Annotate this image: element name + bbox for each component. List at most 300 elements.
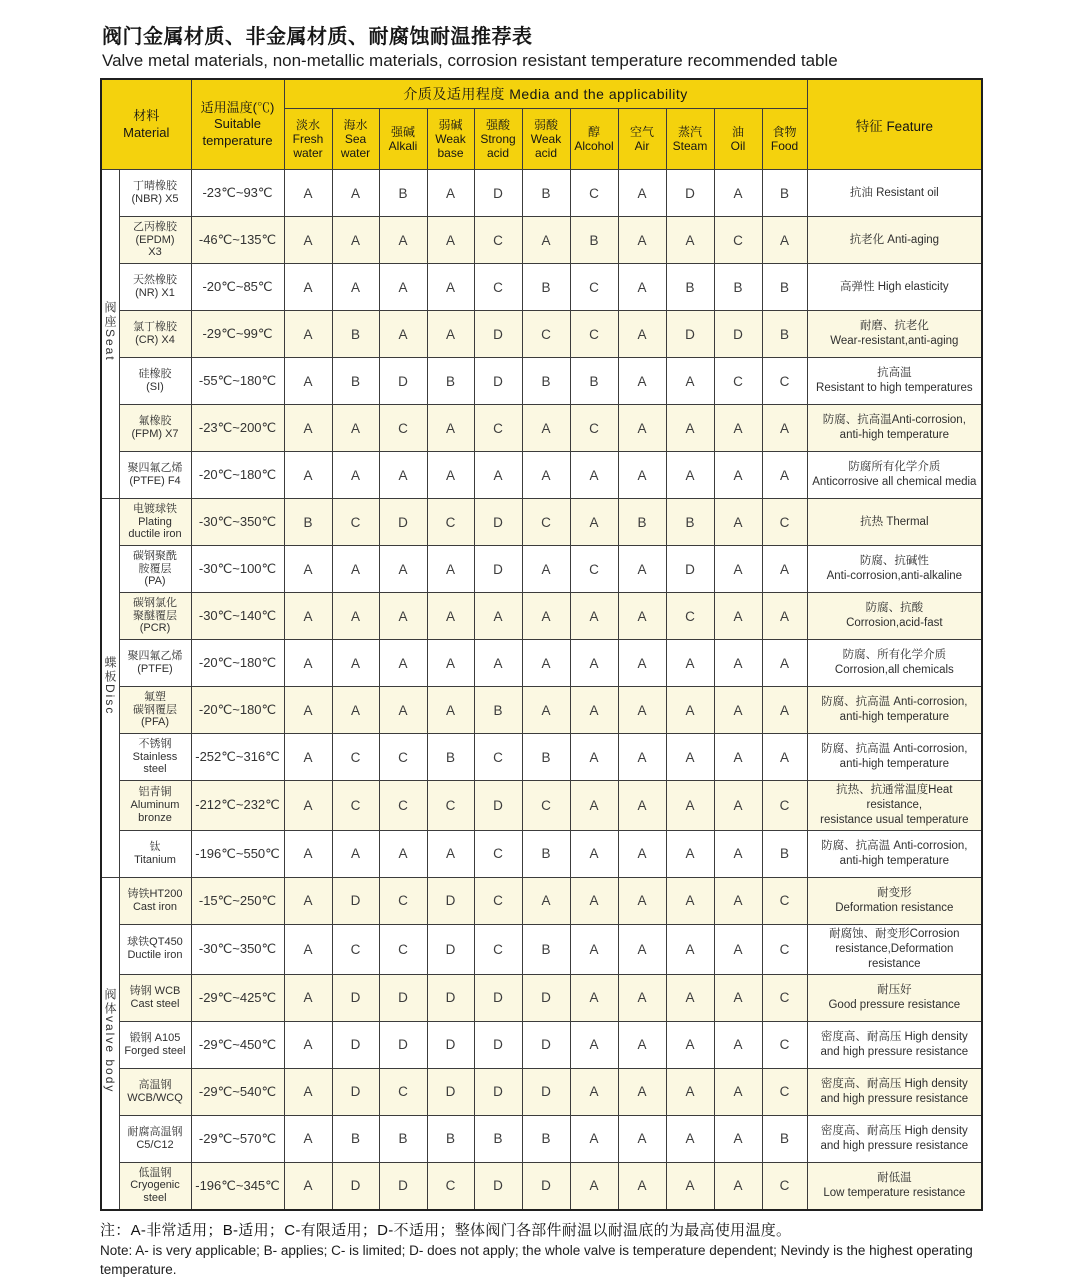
temperature-cell: -29℃~570℃ [191,1115,284,1162]
grade-cell: A [284,264,332,311]
feature-cell: 防腐、抗高温 Anti-corrosion, anti-high temperature [807,830,982,877]
grade-cell: A [570,734,618,781]
grade-cell: A [666,830,714,877]
temperature-cell: -20℃~180℃ [191,452,284,499]
grade-cell: D [474,1021,522,1068]
grade-cell: C [762,358,807,405]
grade-cell: A [522,593,570,640]
grade-cell: D [474,781,522,831]
header-material: 材料 Material [101,79,191,170]
grade-cell: C [427,1162,474,1210]
grade-cell: C [379,734,427,781]
grade-cell: A [427,687,474,734]
grade-cell: B [762,264,807,311]
table-row [101,877,982,924]
grade-cell: A [762,593,807,640]
grade-cell: A [284,924,332,974]
temperature-cell: -55℃~180℃ [191,358,284,405]
grade-cell: A [427,170,474,217]
grade-cell: A [762,640,807,687]
grade-cell: A [666,1068,714,1115]
grade-cell: D [474,1068,522,1115]
grade-cell: A [762,546,807,593]
grade-cell: A [618,593,666,640]
grade-cell: A [379,264,427,311]
temperature-cell: -212℃~232℃ [191,781,284,831]
legend-note-zh: 注：A-非常适用；B-适用；C-有限适用；D-不适用；整体阀门各部件耐温以耐温底的为最高使用温度。 [100,1221,792,1239]
grade-cell: A [666,974,714,1021]
grade-cell: B [522,734,570,781]
material-cell: 天然橡胶 (NR) X1 [119,264,191,311]
material-cell: 氟橡胶 (FPM) X7 [119,405,191,452]
feature-cell: 耐磨、抗老化 Wear-resistant,anti-aging [807,311,982,358]
grade-cell: A [618,1068,666,1115]
grade-cell: B [666,499,714,546]
table-row [101,640,982,687]
grade-cell: A [570,1162,618,1210]
grade-cell: A [762,405,807,452]
feature-cell: 抗热 Thermal [807,499,982,546]
media-col-sea-water: 海水 Sea water [332,109,379,170]
grade-cell: A [570,877,618,924]
grade-cell: A [284,217,332,264]
grade-cell: A [332,217,379,264]
grade-cell: A [714,405,762,452]
table-row [101,1068,982,1115]
grade-cell: D [666,311,714,358]
grade-cell: A [284,405,332,452]
grade-cell: A [666,781,714,831]
table-row [101,1162,982,1210]
grade-cell: D [474,170,522,217]
grade-cell: A [284,546,332,593]
grade-cell: A [618,452,666,499]
group-label-disc [101,499,119,878]
grade-cell: C [714,217,762,264]
grade-cell: A [379,546,427,593]
material-cell: 乙丙橡胶 (EPDM) X3 [119,217,191,264]
grade-cell: C [570,170,618,217]
grade-cell: A [618,217,666,264]
grade-cell: C [762,781,807,831]
header-media-title: 介质及适用程度 Media and the applicability [284,79,807,109]
grade-cell: D [379,1162,427,1210]
grade-cell: A [284,830,332,877]
material-cell: 聚四氟乙烯 (PTFE) F4 [119,452,191,499]
grade-cell: B [427,358,474,405]
grade-cell: B [379,1115,427,1162]
grade-cell: A [427,264,474,311]
grade-cell: D [379,499,427,546]
grade-cell: A [332,546,379,593]
feature-cell: 防腐所有化学介质 Anticorrosive all chemical media [807,452,982,499]
grade-cell: D [522,1068,570,1115]
feature-cell: 抗高温 Resistant to high temperatures [807,358,982,405]
grade-cell: C [474,830,522,877]
grade-cell: A [379,217,427,264]
grade-cell: C [332,499,379,546]
grade-cell: A [714,781,762,831]
grade-cell: A [714,170,762,217]
media-col-strong-acid: 强酸 Strong acid [474,109,522,170]
temperature-cell: -23℃~200℃ [191,405,284,452]
grade-cell: A [714,974,762,1021]
grade-cell: A [522,687,570,734]
grade-cell: C [762,1162,807,1210]
grade-cell: D [427,974,474,1021]
feature-cell: 防腐、所有化学介质 Corrosion,all chemicals [807,640,982,687]
grade-cell: C [379,405,427,452]
material-cell: 丁晴橡胶 (NBR) X5 [119,170,191,217]
grade-cell: A [618,1162,666,1210]
grade-cell: D [332,1021,379,1068]
grade-cell: A [522,405,570,452]
grade-cell: B [666,264,714,311]
grade-cell: D [379,974,427,1021]
material-cell: 氯丁橡胶 (CR) X4 [119,311,191,358]
temperature-cell: -30℃~350℃ [191,499,284,546]
material-cell: 球铁QT450 Ductile iron [119,924,191,974]
grade-cell: A [714,687,762,734]
grade-cell: A [666,640,714,687]
table-row [101,405,982,452]
grade-cell: A [618,640,666,687]
grade-cell: D [379,1021,427,1068]
grade-cell: A [427,830,474,877]
grade-cell: A [618,311,666,358]
table-row [101,358,982,405]
grade-cell: A [570,593,618,640]
grade-cell: B [522,170,570,217]
grade-cell: A [618,358,666,405]
material-cell: 硅橡胶 (SI) [119,358,191,405]
material-cell: 耐腐高温钢 C5/C12 [119,1115,191,1162]
grade-cell: A [570,452,618,499]
grade-cell: C [570,546,618,593]
grade-cell: A [332,452,379,499]
grade-cell: A [284,687,332,734]
grade-cell: A [714,1068,762,1115]
grade-cell: D [474,311,522,358]
table-row [101,781,982,831]
grade-cell: C [762,974,807,1021]
grade-cell: A [570,1115,618,1162]
page-title: 阀门金属材质、非金属材质、耐腐蚀耐温推荐表 [102,26,533,48]
grade-cell: A [522,640,570,687]
table-row [101,546,982,593]
table-row [101,170,982,217]
grade-cell: A [714,593,762,640]
grade-cell: A [618,830,666,877]
temperature-cell: -252℃~316℃ [191,734,284,781]
temperature-cell: -29℃~425℃ [191,974,284,1021]
grade-cell: A [570,830,618,877]
grade-cell: A [714,924,762,974]
grade-cell: A [284,734,332,781]
table-row [101,974,982,1021]
grade-cell: B [762,1115,807,1162]
grade-cell: C [762,1021,807,1068]
grade-cell: C [379,1068,427,1115]
grade-cell: A [332,687,379,734]
grade-cell: C [570,264,618,311]
grade-cell: A [284,311,332,358]
table-row [101,217,982,264]
grade-cell: A [618,1115,666,1162]
grade-cell: A [332,830,379,877]
temperature-cell: -20℃~180℃ [191,687,284,734]
grade-cell: A [714,830,762,877]
grade-cell: A [427,217,474,264]
grade-cell: B [284,499,332,546]
material-cell: 不锈钢 Stainless steel [119,734,191,781]
grade-cell: A [284,593,332,640]
feature-cell: 密度高、耐高压 High density and high pressure resistance [807,1021,982,1068]
media-col-alkali: 强碱 Alkali [379,109,427,170]
media-col-fresh-water: 淡水 Fresh water [284,109,332,170]
group-label-text: 阀体valve body [103,988,117,1094]
grade-cell: B [522,1115,570,1162]
grade-cell: A [332,640,379,687]
material-cell: 电镀球铁 Plating ductile iron [119,499,191,546]
grade-cell: A [427,546,474,593]
grade-cell: A [570,640,618,687]
material-cell: 高温钢 WCB/WCQ [119,1068,191,1115]
material-cell: 碳钢聚酰 胺覆层 (PA) [119,546,191,593]
temperature-cell: -196℃~345℃ [191,1162,284,1210]
grade-cell: C [522,499,570,546]
group-label-text: 阀座Seat [103,301,117,362]
grade-cell: B [714,264,762,311]
table-row [101,499,982,546]
grade-cell: A [332,593,379,640]
group-label-seat [101,170,119,499]
grade-cell: A [284,640,332,687]
grade-cell: B [427,1115,474,1162]
grade-cell: A [332,264,379,311]
grade-cell: B [474,687,522,734]
grade-cell: A [666,1021,714,1068]
grade-cell: A [714,1115,762,1162]
feature-cell: 抗油 Resistant oil [807,170,982,217]
grade-cell: A [666,877,714,924]
grade-cell: A [714,734,762,781]
grade-cell: D [332,877,379,924]
temperature-cell: -23℃~93℃ [191,170,284,217]
grade-cell: A [714,1162,762,1210]
grade-cell: B [618,499,666,546]
grade-cell: B [522,264,570,311]
grade-cell: C [570,311,618,358]
grade-cell: A [284,1021,332,1068]
grade-cell: B [522,830,570,877]
grade-cell: B [570,358,618,405]
media-col-steam: 蒸汽 Steam [666,109,714,170]
grade-cell: A [427,405,474,452]
table-row [101,1115,982,1162]
header-feature: 特征 Feature [807,79,982,170]
table-row [101,593,982,640]
grade-cell: B [474,1115,522,1162]
feature-cell: 防腐、抗高温 Anti-corrosion, anti-high temperature [807,734,982,781]
material-cell: 铝青铜 Aluminum bronze [119,781,191,831]
grade-cell: A [762,687,807,734]
grade-cell: A [618,546,666,593]
media-col-weak-base: 弱碱 Weak base [427,109,474,170]
grade-cell: B [522,924,570,974]
grade-cell: D [332,974,379,1021]
grade-cell: B [427,734,474,781]
grade-cell: A [618,687,666,734]
grade-cell: C [762,499,807,546]
grade-cell: A [284,452,332,499]
feature-cell: 防腐、抗高温Anti-corrosion, anti-high temperature [807,405,982,452]
grade-cell: A [379,640,427,687]
grade-cell: D [474,499,522,546]
grade-cell: A [618,877,666,924]
grade-cell: C [666,593,714,640]
temperature-cell: -20℃~85℃ [191,264,284,311]
grade-cell: A [618,170,666,217]
temperature-cell: -29℃~99℃ [191,311,284,358]
grade-cell: D [474,974,522,1021]
grade-cell: A [427,593,474,640]
grade-cell: A [666,217,714,264]
grade-cell: C [714,358,762,405]
grade-cell: C [474,877,522,924]
grade-cell: A [714,877,762,924]
grade-cell: A [379,593,427,640]
grade-cell: D [474,1162,522,1210]
grade-cell: A [284,781,332,831]
grade-cell: C [570,405,618,452]
grade-cell: A [618,1021,666,1068]
table-row [101,924,982,974]
grade-cell: B [762,830,807,877]
grade-cell: A [666,452,714,499]
grade-cell: A [570,687,618,734]
grade-cell: C [474,924,522,974]
table-row [101,264,982,311]
media-col-oil: 油 Oil [714,109,762,170]
table-row [101,830,982,877]
media-col-alcohol: 醇 Alcohol [570,109,618,170]
grade-cell: C [427,781,474,831]
grade-cell: A [618,264,666,311]
legend-notes [100,1219,981,1279]
grade-cell: A [666,924,714,974]
grade-cell: A [570,781,618,831]
grade-cell: A [522,452,570,499]
grade-cell: A [474,452,522,499]
grade-cell: A [618,734,666,781]
grade-cell: A [570,974,618,1021]
grade-cell: C [379,781,427,831]
grade-cell: A [332,170,379,217]
grade-cell: B [332,1115,379,1162]
temperature-cell: -30℃~100℃ [191,546,284,593]
grade-cell: D [474,358,522,405]
grade-cell: A [427,640,474,687]
feature-cell: 抗热、抗通常温度Heat resistance, resistance usual temperature [807,781,982,831]
grade-cell: A [762,217,807,264]
grade-cell: A [666,405,714,452]
grade-cell: A [666,1115,714,1162]
temperature-cell: -15℃~250℃ [191,877,284,924]
material-cell: 钛 Titanium [119,830,191,877]
grade-cell: A [714,640,762,687]
table-row [101,452,982,499]
feature-cell: 密度高、耐高压 High density and high pressure resistance [807,1068,982,1115]
grade-cell: B [332,311,379,358]
feature-cell: 防腐、抗酸 Corrosion,acid-fast [807,593,982,640]
grade-cell: A [284,974,332,1021]
grade-cell: D [427,1068,474,1115]
grade-cell: C [332,781,379,831]
feature-cell: 耐压好 Good pressure resistance [807,974,982,1021]
grade-cell: B [522,358,570,405]
group-label-valve-body [101,877,119,1209]
temperature-cell: -20℃~180℃ [191,640,284,687]
temperature-cell: -29℃~450℃ [191,1021,284,1068]
temperature-cell: -29℃~540℃ [191,1068,284,1115]
grade-cell: A [379,311,427,358]
grade-cell: A [666,358,714,405]
grade-cell: B [762,170,807,217]
grade-cell: A [570,1021,618,1068]
grade-cell: D [522,1021,570,1068]
table-header [101,79,982,170]
grade-cell: A [379,452,427,499]
grade-cell: C [762,924,807,974]
material-cell: 聚四氟乙烯 (PTFE) [119,640,191,687]
grade-cell: D [427,1021,474,1068]
grade-cell: C [474,734,522,781]
media-col-food: 食物 Food [762,109,807,170]
page-subtitle: Valve metal materials, non-metallic materials, corrosion resistant temperature recommended table [102,51,838,70]
group-label-text: 蝶板Disc [103,655,117,716]
legend-note-en: Note: A- is very applicable; B- applies; C- is limited; D- does not apply; the whole valve is temperature dependent; Nevindy is the highest operating temperature. [100,1242,973,1277]
material-cell: 锻钢 A105 Forged steel [119,1021,191,1068]
grade-cell: C [474,217,522,264]
grade-cell: B [762,311,807,358]
header-temperature: 适用温度(℃) Suitable temperature [191,79,284,170]
material-cell: 碳钢氯化 聚醚覆层 (PCR) [119,593,191,640]
grade-cell: C [522,311,570,358]
grade-cell: A [666,687,714,734]
grade-cell: C [522,781,570,831]
table-row [101,311,982,358]
feature-cell: 耐变形 Deformation resistance [807,877,982,924]
grade-cell: D [332,1068,379,1115]
grade-cell: D [379,358,427,405]
material-cell: 铸铁HT200 Cast iron [119,877,191,924]
table-body [101,170,982,1210]
grade-cell: A [474,640,522,687]
grade-cell: A [284,358,332,405]
grade-cell: D [522,974,570,1021]
feature-cell: 密度高、耐高压 High density and high pressure resistance [807,1115,982,1162]
grade-cell: C [332,734,379,781]
feature-cell: 防腐、抗高温 Anti-corrosion, anti-high temperature [807,687,982,734]
grade-cell: A [570,1068,618,1115]
feature-cell: 耐低温 Low temperature resistance [807,1162,982,1210]
feature-cell: 抗老化 Anti-aging [807,217,982,264]
feature-cell: 耐腐蚀、耐变形Corrosion resistance,Deformation resistance [807,924,982,974]
grade-cell: A [618,924,666,974]
grade-cell: C [474,405,522,452]
grade-cell: A [427,311,474,358]
